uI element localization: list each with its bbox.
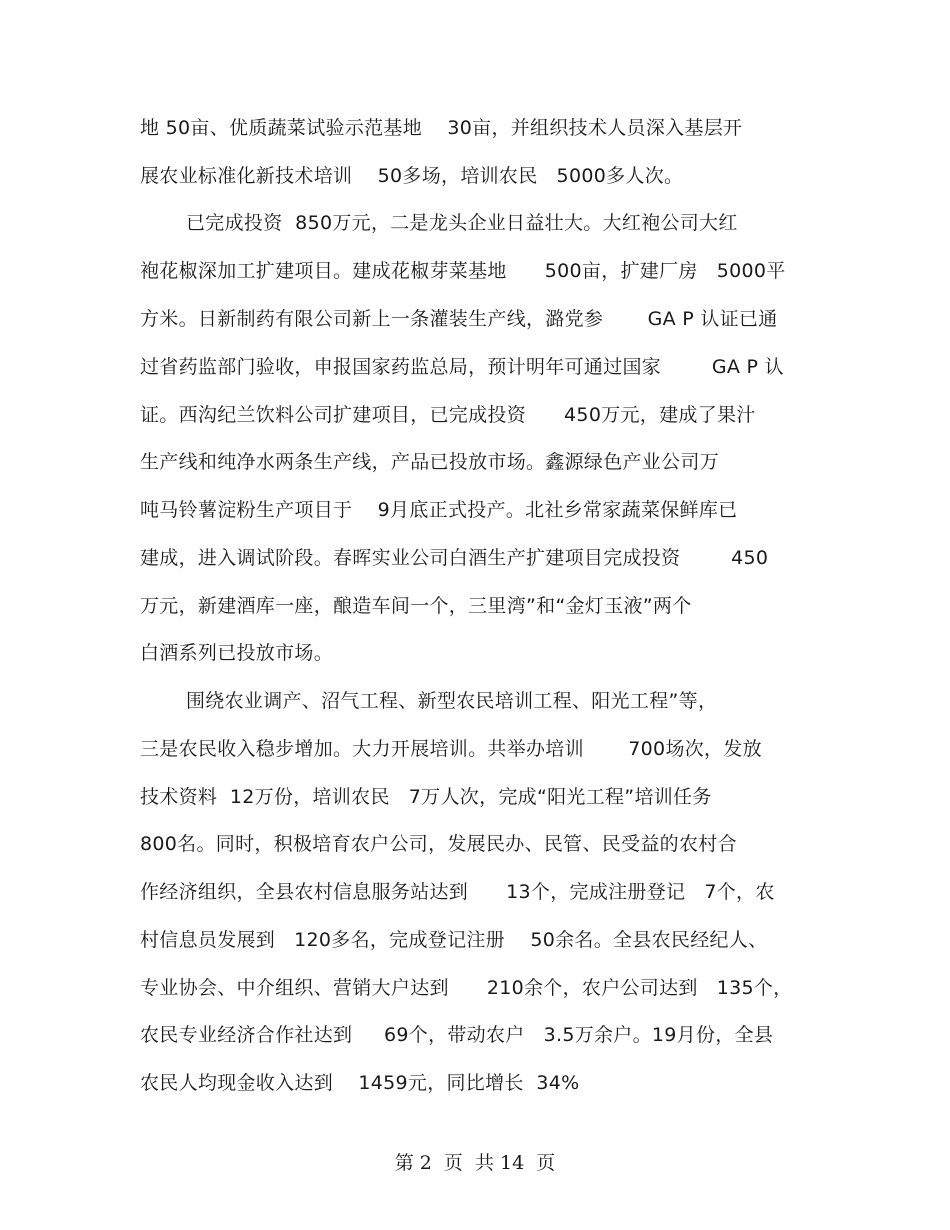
text-line: 建成，进入调试阶段。春晖实业公司白酒生产扩建项目完成投资 450 xyxy=(140,547,769,569)
text-line: 农民人均现金收入达到 1459元，同比增长 34% xyxy=(140,1072,580,1094)
text-line: 万元，新建酒库一座，酿造车间一个，三里湾”和“金灯玉液”两个 xyxy=(140,595,692,617)
text-line: 技术资料 12万份，培训农民 7万人次，完成“阳光工程”培训任务 xyxy=(140,786,712,808)
text-line: 吨马铃薯淀粉生产项目于 9月底正式投产。北社乡常家蔬菜保鲜库已 xyxy=(140,499,738,521)
text-line: 村信息员发展到 120多名，完成登记注册 50余名。全县农民经纪人、 xyxy=(140,929,768,951)
text-line: 专业协会、中介组织、营销大户达到 210余个，农户公司达到 135个， xyxy=(140,977,793,999)
text-line: 围绕农业调产、沼气工程、新型农民培训工程、阳光工程”等， xyxy=(186,690,718,712)
text-line: 白酒系列已投放市场。 xyxy=(140,642,334,664)
text-line: 展农业标准化新技术培训 50多场，培训农民 5000多人次。 xyxy=(140,165,684,187)
text-line: 生产线和纯净水两条生产线，产品已投放市场。鑫源绿色产业公司万 xyxy=(140,451,720,473)
text-line: 方米。日新制药有限公司新上一条灌装生产线，潞党参 GA P 认证已通 xyxy=(140,308,778,330)
text-line: 三是农民收入稳步增加。大力开展培训。共举办培训 700场次，发放 xyxy=(140,738,762,760)
text-line: 作经济组织，全县农村信息服务站达到 13个，完成注册登记 7个，农 xyxy=(140,881,775,903)
page-number-footer: 第 2 页 共 14 页 xyxy=(394,1152,556,1174)
text-line: 过省药监部门验收，申报国家药监总局，预计明年可通过国家 GA P 认 xyxy=(140,356,784,378)
text-line: 证。西沟纪兰饮料公司扩建项目，已完成投资 450万元，建成了果汁 xyxy=(140,404,756,426)
text-line: 800名。同时，积极培育农户公司，发展民办、民管、民受益的农村合 xyxy=(140,833,737,855)
text-line: 地 50亩、优质蔬菜试验示范基地 30亩，并组织技术人员深入基层开 xyxy=(140,117,743,139)
text-line: 袍花椒深加工扩建项目。建成花椒芽菜基地 500亩，扩建厂房 5000平 xyxy=(140,260,786,282)
text-line: 已完成投资 850万元，二是龙头企业日益壮大。大红袍公司大红 xyxy=(186,212,738,234)
text-line: 农民专业经济合作社达到 69个，带动农户 3.5万余户。19月份，全县 xyxy=(140,1024,774,1046)
